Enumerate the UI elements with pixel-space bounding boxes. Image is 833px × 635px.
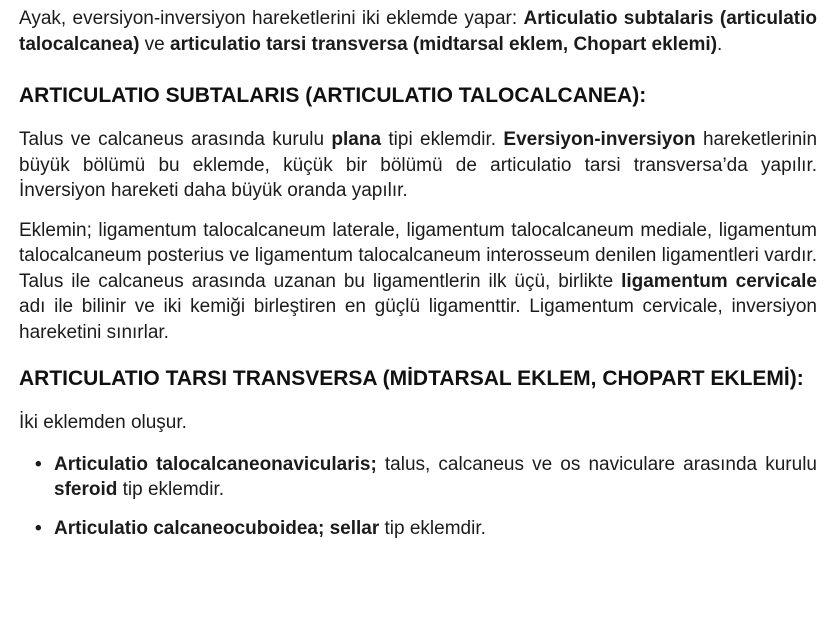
text: tip eklemdir. <box>117 479 225 500</box>
intro-text-3: . <box>717 33 723 55</box>
intro-text-1: Ayak, eversiyon-inversiyon hareketlerini iki eklemde yapar: <box>19 8 524 29</box>
section-heading-tarsi-transversa: ARTICULATIO TARSI TRANSVERSA (MİDTARSAL EKLEM, CHOPART EKLEMİ): <box>19 367 804 390</box>
intro-paragraph <box>19 6 817 57</box>
bullet-marker: • <box>35 517 42 539</box>
text: tipi eklemdir. <box>381 129 504 150</box>
intro-term-tarsi-transversa: articulatio tarsi transversa (midtarsal eklem, Chopart eklemi) <box>170 33 718 55</box>
section-heading-subtalaris: ARTICULATIO SUBTALARIS (ARTICULATIO TALOCALCANEA): <box>19 84 647 107</box>
list-item <box>35 452 817 503</box>
text: Eklemin; ligamentum talocalcaneum laterale, ligamentum talocalcaneum mediale, ligamentum talocalcaneum posterius ve ligamentum talocalcaneum interosseum denilen ligamentleri vardır. Talus ile calcaneus arasında uzanan bu ligamentlerin ilk üçü, birlikte <box>19 219 817 292</box>
text: tip eklemdir. <box>379 517 486 539</box>
text: talus, calcaneus ve os naviculare arasında kurulu <box>376 453 817 475</box>
text: adı ile bilinir ve iki kemiği birleştiren en güçlü ligamenttir. Ligamentum cervicale, inversiyon hareketini sınırlar. <box>19 296 817 343</box>
term-plana: plana <box>331 129 382 150</box>
tarsi-transversa-intro: İki eklemden oluşur. <box>19 412 187 433</box>
list-item <box>35 516 817 542</box>
bullet-marker: • <box>35 453 42 475</box>
intro-text-2: ve <box>139 33 171 55</box>
term-ligamentum-cervicale: ligamentum cervicale <box>621 270 817 292</box>
subtalaris-paragraph-1 <box>19 127 817 204</box>
term: sferoid <box>54 479 118 500</box>
intro-term-subtalaris: Articulatio subtalaris (articulatio talocalcanea) <box>19 8 817 55</box>
term: Articulatio calcaneocuboidea; sellar <box>54 517 380 539</box>
term: Articulatio talocalcaneonavicularis; <box>54 453 377 475</box>
text: Talus ve calcaneus arasında kurulu <box>19 129 332 150</box>
term-eversiyon-inversiyon: Eversiyon-inversiyon <box>503 129 696 150</box>
text: hareketlerinin büyük bölümü bu eklemde, küçük bir bölümü de articulatio tarsi transversa’da yapılır. İnversiyon hareketi daha büyük oranda yapılır. <box>19 129 818 201</box>
joint-list <box>19 452 817 542</box>
subtalaris-paragraph-2 <box>19 218 817 346</box>
